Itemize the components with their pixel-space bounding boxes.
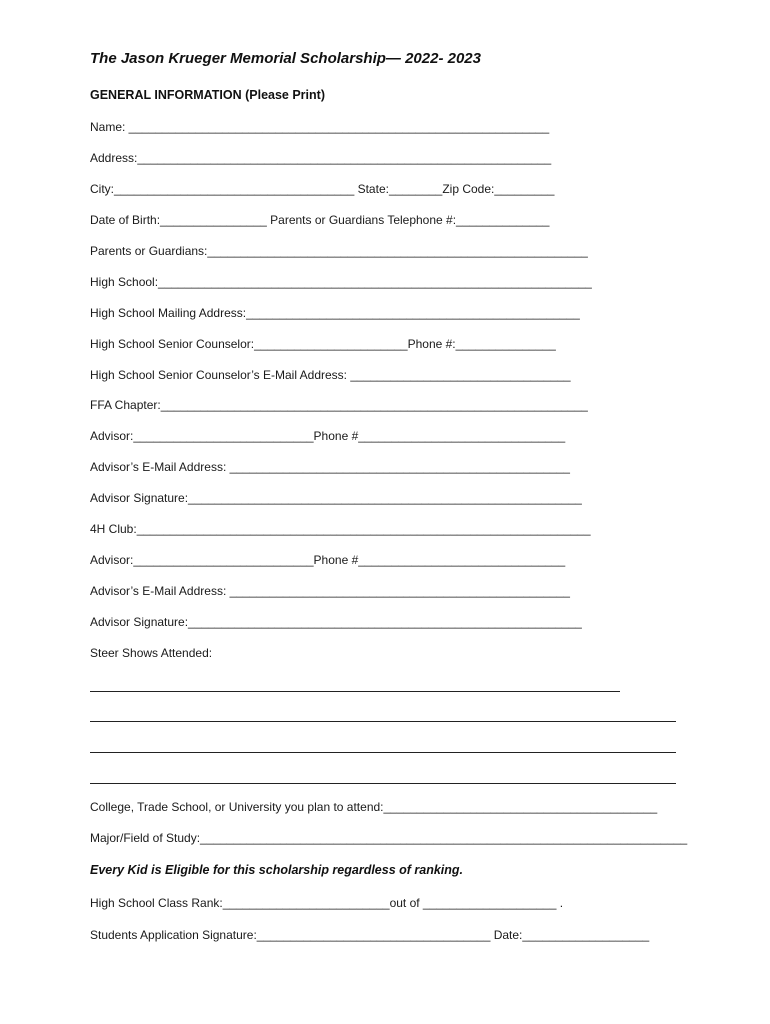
senior-counselor-email-field[interactable]: High School Senior Counselor’s E-Mail Address: _________________________________	[90, 368, 571, 382]
ffa-advisor-email-field[interactable]: Advisor’s E-Mail Address: ___________________________________________________	[90, 460, 570, 474]
steer-shows-blank-3[interactable]	[90, 751, 676, 753]
senior-counselor-phone-field[interactable]: High School Senior Counselor:_______________________Phone #:_______________	[90, 337, 556, 351]
class-rank-field[interactable]: High School Class Rank:_________________________out of ____________________ .	[90, 896, 564, 910]
steer-shows-label: Steer Shows Attended:	[90, 646, 213, 660]
eligibility-note: Every Kid is Eligible for this scholarship regardless of ranking.	[90, 863, 464, 877]
ffa-advisor-signature-field[interactable]: Advisor Signature:___________________________________________________________	[90, 491, 582, 505]
parents-guardians-field[interactable]: Parents or Guardians:_________________________________________________________	[90, 244, 588, 258]
steer-shows-blank-2[interactable]	[90, 720, 676, 722]
college-plan-field[interactable]: College, Trade School, or University you plan to attend:_________________________________________	[90, 800, 658, 814]
ffa-advisor-phone-field[interactable]: Advisor:___________________________Phone #_______________________________	[90, 429, 566, 443]
student-signature-date-field[interactable]: Students Application Signature:___________________________________ Date:___________________	[90, 928, 650, 942]
address-field[interactable]: Address:______________________________________________________________	[90, 151, 552, 165]
dob-telephone-field[interactable]: Date of Birth:________________ Parents or Guardians Telephone #:______________	[90, 213, 550, 227]
high-school-mailing-address-field[interactable]: High School Mailing Address:__________________________________________________	[90, 306, 580, 320]
high-school-field[interactable]: High School:_________________________________________________________________	[90, 275, 592, 289]
4h-advisor-email-field[interactable]: Advisor’s E-Mail Address: ___________________________________________________	[90, 584, 570, 598]
major-field[interactable]: Major/Field of Study:_________________________________________________________________________	[90, 831, 688, 845]
section-heading: GENERAL INFORMATION (Please Print)	[90, 88, 325, 102]
4h-advisor-phone-field[interactable]: Advisor:___________________________Phone #_______________________________	[90, 553, 566, 567]
name-field[interactable]: Name: _______________________________________________________________	[90, 120, 550, 134]
form-title: The Jason Krueger Memorial Scholarship— 2022- 2023	[90, 50, 481, 67]
steer-shows-blank-4[interactable]	[90, 782, 676, 784]
4h-club-field[interactable]: 4H Club:____________________________________________________________________	[90, 522, 591, 536]
city-state-zip-field[interactable]: City:____________________________________ State:________Zip Code:_________	[90, 182, 555, 196]
4h-advisor-signature-field[interactable]: Advisor Signature:___________________________________________________________	[90, 615, 582, 629]
steer-shows-blank-1[interactable]	[90, 690, 620, 692]
ffa-chapter-field[interactable]: FFA Chapter:________________________________________________________________	[90, 398, 588, 412]
